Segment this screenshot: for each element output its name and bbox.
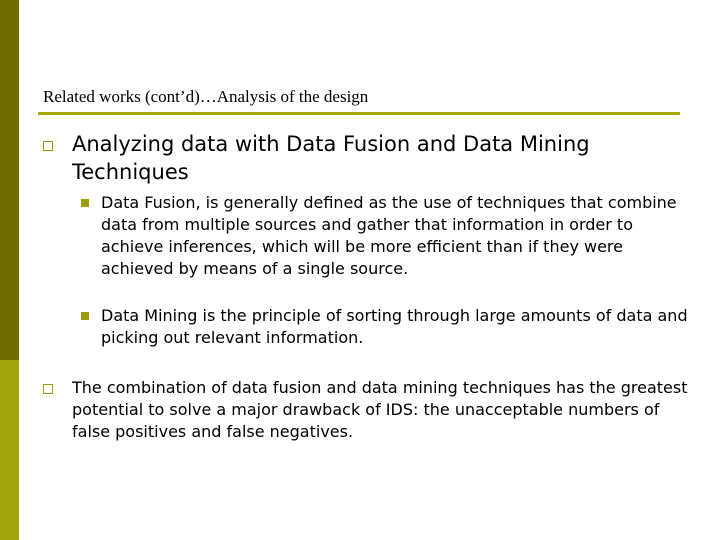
sub-bullet-square-icon bbox=[81, 312, 89, 320]
sidebar-accent-top bbox=[0, 0, 19, 360]
sidebar-accent-bottom bbox=[0, 360, 19, 540]
bullet-square-icon bbox=[43, 384, 53, 394]
title-underline bbox=[38, 112, 680, 115]
bullet-2-text: The combination of data fusion and data mining techniques has the greatest potential to solve a major drawback of IDS: the unacceptable numbers of false positives and false negatives. bbox=[72, 378, 688, 441]
bullet-square-icon bbox=[43, 141, 53, 151]
sub-bullet-square-icon bbox=[81, 199, 89, 207]
sub-bullet-1-text: Data Fusion, is generally defined as the use of techniques that combine data from multiple sources and gather that information in order to achieve inferences, which will be more efficient than if they were achieved by means of a single source. bbox=[101, 193, 677, 278]
sub-bullet-2-text: Data Mining is the principle of sorting through large amounts of data and picking out relevant information. bbox=[101, 306, 688, 347]
slide-title: Related works (cont’d)…Analysis of the design bbox=[43, 87, 369, 106]
bullet-1-text: Analyzing data with Data Fusion and Data Mining Techniques bbox=[72, 132, 590, 184]
